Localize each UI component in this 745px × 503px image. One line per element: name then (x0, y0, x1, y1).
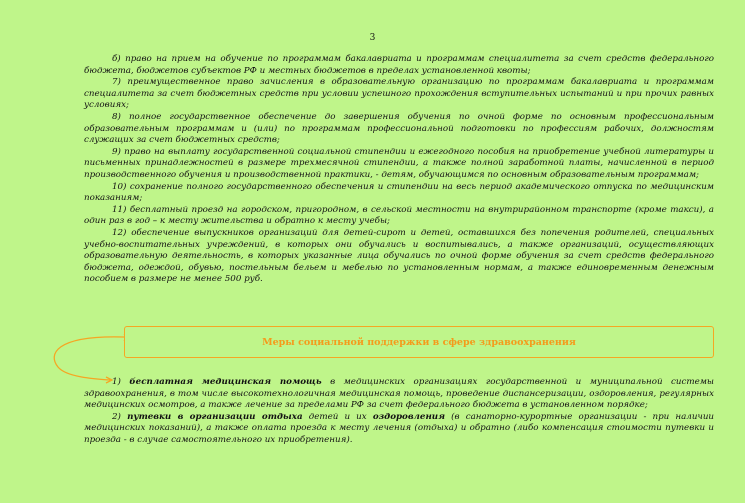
health-item (84, 412, 714, 447)
health-item (84, 377, 714, 412)
rights-item: 12) обеспечение выпускников организаций для детей-сирот и детей, оставшихся без попечения родителей, специальных учебно-воспитательных учреждений, в которых они обучались и воспитывались, а также организаций, осуществляющих образовательную деятельность, в которых указанные лица обучались по очной форме обучения за счет средств федерального бюджета, одеждой, обувью, постельным бельем и мебелью по установленным нормам, а также единовременным денежным пособием в размере не менее 500 руб. (84, 227, 714, 285)
rights-item: 11) бесплатный проезд на городском, пригородном, в сельской местности на внутрирайонном транспорте (кроме такси), а один раз в год – к месту жительства и обратно к месту учебы; (84, 204, 714, 227)
section-banner (124, 326, 714, 358)
item-highlight: оздоровления (372, 411, 446, 422)
item-text: детей и их (302, 411, 373, 422)
item-highlight: бесплатная медицинская помощь (129, 377, 322, 387)
rights-item: 9) право на выплату государственной социальной стипендии и ежегодного пособия на приобретение учебной литературы и письменных принадлежностей в размере трехмесячной стипендии, а также полной заработной платы, начисленной в период производственного обучения и производственной практики, - детям, обучающимся по основным образовательным программам; (84, 146, 714, 180)
section-title: Меры социальной поддержки в сфере здравоохранения (262, 336, 576, 348)
rights-item: б) право на прием на обучение по программам бакалавриата и программам специалитета за счет средств федерального бюджета, бюджетов субъектов РФ и местных бюджетов в пределах установленной квоты; (84, 54, 714, 76)
item-number: 2) (112, 411, 121, 422)
rights-item: 7) преимущественное право зачисления в образовательную организацию по программам бакалавриата и программам специалитета за счет бюджетных средств при условии успешного прохождения вступительных испытаний и при прочих равных условиях; (84, 77, 714, 111)
item-highlight: путевки в организации отдыха (127, 411, 303, 422)
page-number: 3 (369, 33, 376, 43)
item-number: 1) (112, 377, 121, 387)
rights-list (84, 54, 714, 286)
rights-item: 10) сохранение полного государственного обеспечения и стипендии на весь период академического отпуска по медицинским показаниям; (84, 181, 714, 204)
rights-item: 8) полное государственное обеспечение до завершения обучения по очной форме по основным профессиональным образовательным программам и (или) по программам профессиональной подготовки по профессиям рабочих, должностям служащих за счет бюджетных средств; (84, 111, 714, 146)
item-text: в медицинских организациях государственной и муниципальной системы здравоохранения, в том числе высокотехнологичная медицинская помощь, проведение диспансеризации, оздоровления, регулярных медицинских осмотров, а также лечение за пределами РФ за счет федерального бюджета в установленном порядке; (84, 377, 715, 411)
item-text: (в санаторно-курортные организации - при наличии медицинских показаний), а также оплата проезда к месту лечения (отдыха) и обратно (либо компенсация стоимости путевки и проезда - в случае самостоятельного их приобретения). (84, 411, 715, 445)
health-list (84, 377, 714, 447)
